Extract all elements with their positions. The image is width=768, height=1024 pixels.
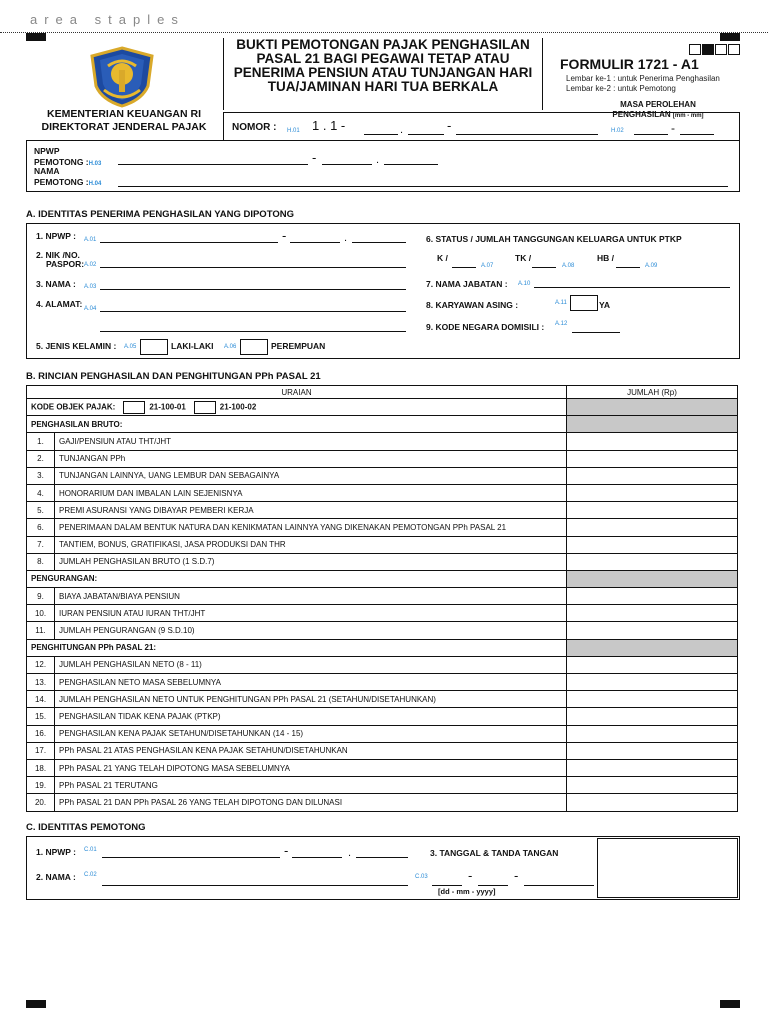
amount-input[interactable] — [567, 588, 738, 605]
tk-label: TK / — [515, 253, 532, 263]
table-row — [27, 519, 738, 536]
table-row — [27, 656, 738, 673]
row-description: PPh PASAL 21 DAN PPh PASAL 26 YANG TELAH DIPOTONG DAN DILUNASI — [55, 794, 567, 811]
row-description: PPh PASAL 21 YANG TELAH DIPOTONG MASA SEBELUMNYA — [55, 759, 567, 776]
bruto-heading-row-label: PENGHASILAN BRUTO: — [27, 416, 567, 433]
area-staples-label: area staples — [30, 12, 185, 27]
amount-input[interactable] — [567, 777, 738, 794]
karyawan-asing-checkbox[interactable] — [570, 295, 598, 311]
table-row — [27, 777, 738, 794]
perempuan-label: PEREMPUAN — [271, 341, 326, 351]
ministry-name: KEMENTERIAN KEUANGAN RI DIREKTORAT JENDERAL PAJAK — [41, 108, 207, 133]
tanggal-mm-field[interactable] — [478, 885, 508, 886]
nik-label: 2. NIK /NO. PASPOR: — [36, 250, 85, 269]
row-number: 8. — [27, 553, 55, 570]
corner-mark — [720, 1000, 740, 1008]
nama-pemotong-label: NAMA PEMOTONG :H.04 — [34, 166, 102, 187]
col-jumlah-header: JUMLAH (Rp) — [567, 386, 738, 399]
amount-cell-disabled — [567, 570, 738, 587]
row-number: 20. — [27, 794, 55, 811]
row-description: TANTIEM, BONUS, GRATIFIKASI, JASA PRODUKSI DAN THR — [55, 536, 567, 553]
amount-input[interactable] — [567, 433, 738, 450]
jabatan-label: 7. NAMA JABATAN : — [426, 279, 508, 289]
code-a05: A.05 — [124, 344, 137, 350]
pemotong-npwp-field-1[interactable] — [102, 857, 280, 858]
ministry-logo — [86, 46, 158, 108]
npwp-field-2[interactable] — [290, 242, 340, 243]
nomor-prefix: 1 . 1 - — [312, 118, 346, 133]
code-a04: A.04 — [84, 306, 97, 312]
nama-pemotong-field[interactable] — [118, 186, 728, 187]
nomor-field-2[interactable] — [408, 134, 444, 135]
signature-box[interactable] — [597, 838, 738, 898]
row-number: 1. — [27, 433, 55, 450]
npwp-pemotong-field-2[interactable] — [322, 164, 372, 165]
table-row — [27, 484, 738, 501]
row-description: IURAN PENSIUN ATAU IURAN THT/JHT — [55, 605, 567, 622]
table-row — [27, 691, 738, 708]
row-description: TUNJANGAN PPh — [55, 450, 567, 467]
tanggal-yyyy-field[interactable] — [524, 885, 594, 886]
dot: . — [400, 124, 404, 136]
dash: - — [282, 228, 287, 243]
amount-cell-disabled — [567, 399, 738, 416]
k-label: K / — [437, 253, 448, 263]
kode-negara-label: 9. KODE NEGARA DOMISILI : — [426, 322, 545, 332]
table-row — [27, 450, 738, 467]
amount-input[interactable] — [567, 605, 738, 622]
npwp-pemotong-field-1[interactable] — [118, 164, 308, 165]
section-b-title: B. RINCIAN PENGHASILAN DAN PENGHITUNGAN PPh PASAL 21 — [26, 371, 321, 382]
corner-mark — [720, 33, 740, 41]
karyawan-asing-label: 8. KARYAWAN ASING : — [426, 300, 519, 310]
kode-objek-cell — [27, 399, 567, 416]
col-uraian-header: URAIAN — [27, 386, 567, 399]
row-number: 2. — [27, 450, 55, 467]
masa-from-field[interactable] — [634, 134, 668, 135]
amount-input[interactable] — [567, 502, 738, 519]
code-a10: A.10 — [518, 281, 531, 287]
amount-input[interactable] — [567, 536, 738, 553]
form-number: FORMULIR 1721 - A1 — [560, 56, 699, 72]
amount-input[interactable] — [567, 467, 738, 484]
pemotong-npwp-field-2[interactable] — [292, 857, 342, 858]
row-number: 15. — [27, 708, 55, 725]
table-row — [27, 605, 738, 622]
status-ptkp-label: 6. STATUS / JUMLAH TANGGUNGAN KELUARGA UNTUK PTKP — [426, 234, 682, 244]
row-number: 3. — [27, 467, 55, 484]
row-description: PENGHASILAN KENA PAJAK SETAHUN/DISETAHUNKAN (14 - 15) — [55, 725, 567, 742]
section-c-title: C. IDENTITAS PEMOTONG — [26, 822, 146, 833]
pemotong-npwp-field-3[interactable] — [356, 857, 408, 858]
penghitungan-heading-row — [27, 639, 738, 656]
dash: - — [284, 843, 289, 858]
nomor-row — [223, 112, 740, 140]
form-title: BUKTI PEMOTONGAN PAJAK PENGHASILAN PASAL 21 BAGI PEGAWAI TETAP ATAU PENERIMA PENSIUN ATAU TUNJANGAN HARI TUA/JAMINAN HARI TUA BERKALA — [223, 38, 543, 110]
row-description: PREMI ASURANSI YANG DIBAYAR PEMBERI KERJA — [55, 502, 567, 519]
row-number: 11. — [27, 622, 55, 639]
row-number: 18. — [27, 759, 55, 776]
ya-label: YA — [599, 300, 611, 310]
amount-cell-disabled — [567, 416, 738, 433]
code-h02: H.02 — [611, 128, 624, 134]
code-a09: A.09 — [645, 263, 658, 269]
jabatan-field[interactable] — [534, 287, 730, 288]
row-number: 12. — [27, 656, 55, 673]
amount-input[interactable] — [567, 674, 738, 691]
pengurangan-heading-row-label: PENGURANGAN: — [27, 570, 567, 587]
penghitungan-heading-row-label: PENGHITUNGAN PPh PASAL 21: — [27, 639, 567, 656]
corner-mark — [26, 33, 46, 41]
row-description: PENGHASILAN TIDAK KENA PAJAK (PTKP) — [55, 708, 567, 725]
pemotong-header-box — [26, 140, 740, 192]
pemotong-npwp-label: 1. NPWP : — [36, 847, 76, 857]
date-format-hint: [dd - mm - yyyy] — [438, 887, 496, 896]
table-header-row — [27, 386, 738, 399]
dot: . — [376, 154, 380, 166]
table-row — [27, 536, 738, 553]
amount-cell-disabled — [567, 639, 738, 656]
code-h01: H.01 — [287, 128, 300, 134]
dash: - — [514, 868, 519, 883]
dot: . — [348, 847, 352, 859]
row-number: 19. — [27, 777, 55, 794]
laki-laki-label: LAKI-LAKI — [171, 341, 214, 351]
row-number: 9. — [27, 588, 55, 605]
kode-negara-field[interactable] — [572, 332, 620, 333]
code-a12: A.12 — [555, 321, 568, 327]
nik-field[interactable] — [100, 267, 406, 268]
dot: . — [344, 232, 348, 244]
table-row — [27, 502, 738, 519]
row-description: BIAYA JABATAN/BIAYA PENSIUN — [55, 588, 567, 605]
tanggal-label: 3. TANGGAL & TANDA TANGAN — [430, 848, 559, 858]
npwp-field-3[interactable] — [352, 242, 406, 243]
masa-perolehan-label: MASA PEROLEHAN PENGHASILAN [mm - mm] — [612, 100, 704, 119]
code-a02: A.02 — [84, 262, 97, 268]
row-number: 5. — [27, 502, 55, 519]
perempuan-checkbox[interactable] — [240, 339, 268, 355]
rincian-table — [26, 385, 738, 812]
row-description: PENERIMAAN DALAM BENTUK NATURA DAN KENIKMATAN LAINNYA YANG DIKENAKAN PEMOTONGAN PPh PASAL 21 — [55, 519, 567, 536]
kode-objek-label: KODE OBJEK PAJAK: — [31, 402, 116, 412]
code-a08: A.08 — [562, 263, 575, 269]
table-row — [27, 742, 738, 759]
row-description: JUMLAH PENGHASILAN BRUTO (1 S.D.7) — [55, 553, 567, 570]
pemotong-nama-label: 2. NAMA : — [36, 872, 76, 882]
code-c02: C.02 — [84, 872, 97, 878]
amount-input[interactable] — [567, 794, 738, 811]
amount-input[interactable] — [567, 519, 738, 536]
amount-input[interactable] — [567, 656, 738, 673]
dash: - — [468, 868, 473, 883]
kode-21-100-01-checkbox[interactable] — [123, 401, 145, 414]
amount-input[interactable] — [567, 708, 738, 725]
alamat-field-1[interactable] — [100, 311, 406, 312]
row-description: GAJI/PENSIUN ATAU THT/JHT — [55, 433, 567, 450]
table-row — [27, 794, 738, 811]
row-description: JUMLAH PENGHASILAN NETO (8 - 11) — [55, 656, 567, 673]
row-number: 7. — [27, 536, 55, 553]
alamat-field-2[interactable] — [100, 331, 406, 332]
code-c01: C.01 — [84, 847, 97, 853]
kode-21-100-01-label: 21-100-01 — [149, 402, 186, 412]
row-description: PPh PASAL 21 TERUTANG — [55, 777, 567, 794]
amount-input[interactable] — [567, 450, 738, 467]
amount-input[interactable] — [567, 484, 738, 501]
tanggal-dd-field[interactable] — [432, 885, 462, 886]
table-row — [27, 674, 738, 691]
table-row — [27, 622, 738, 639]
amount-input[interactable] — [567, 725, 738, 742]
row-description: PPh PASAL 21 ATAS PENGHASILAN KENA PAJAK SETAHUN/DISETAHUNKAN — [55, 742, 567, 759]
table-row — [27, 433, 738, 450]
kode-21-100-02-label: 21-100-02 — [219, 402, 257, 412]
row-number: 16. — [27, 725, 55, 742]
pemotong-nama-field[interactable] — [102, 885, 408, 886]
jenis-kelamin-label: 5. JENIS KELAMIN : — [36, 341, 117, 351]
npwp-pemotong-field-3[interactable] — [384, 164, 438, 165]
kode-21-100-02-checkbox[interactable] — [194, 401, 216, 414]
row-number: 4. — [27, 484, 55, 501]
amount-input[interactable] — [567, 622, 738, 639]
laki-laki-checkbox[interactable] — [140, 339, 168, 355]
npwp-label: 1. NPWP : — [36, 231, 76, 241]
row-description: TUNJANGAN LAINNYA, UANG LEMBUR DAN SEBAGAINYA — [55, 467, 567, 484]
table-row — [27, 553, 738, 570]
table-row — [27, 588, 738, 605]
code-a06: A.06 — [224, 344, 237, 350]
row-number: 14. — [27, 691, 55, 708]
amount-input[interactable] — [567, 553, 738, 570]
row-number: 6. — [27, 519, 55, 536]
k-field[interactable] — [452, 267, 476, 268]
code-a03: A.03 — [84, 284, 97, 290]
dash: - — [447, 118, 452, 133]
row-description: PENGHASILAN NETO MASA SEBELUMNYA — [55, 674, 567, 691]
bruto-heading-row — [27, 416, 738, 433]
row-description: JUMLAH PENGURANGAN (9 S.D.10) — [55, 622, 567, 639]
amount-input[interactable] — [567, 691, 738, 708]
amount-input[interactable] — [567, 742, 738, 759]
amount-input[interactable] — [567, 759, 738, 776]
nama-label: 3. NAMA : — [36, 279, 76, 289]
corner-mark — [26, 1000, 46, 1008]
nomor-field-3[interactable] — [456, 134, 598, 135]
staple-dotted-line — [0, 32, 768, 33]
row-number: 17. — [27, 742, 55, 759]
dash: - — [312, 150, 317, 165]
code-a01: A.01 — [84, 237, 97, 243]
table-row — [27, 467, 738, 484]
code-a07: A.07 — [481, 263, 494, 269]
section-a-title: A. IDENTITAS PENERIMA PENGHASILAN YANG DIPOTONG — [26, 209, 294, 220]
row-description: JUMLAH PENGHASILAN NETO UNTUK PENGHITUNGAN PPh PASAL 21 (SETAHUN/DISETAHUNKAN) — [55, 691, 567, 708]
copy-distribution: Lembar ke-1 : untuk Penerima Penghasilan Lembar ke-2 : untuk Pemotong — [566, 74, 720, 93]
nomor-field-1[interactable] — [364, 134, 398, 135]
table-row — [27, 708, 738, 725]
nama-field[interactable] — [100, 289, 406, 290]
pengurangan-heading-row — [27, 570, 738, 587]
npwp-pemotong-label: NPWP PEMOTONG :H.03 — [34, 146, 102, 167]
tk-field[interactable] — [532, 267, 556, 268]
row-number: 10. — [27, 605, 55, 622]
kode-objek-row — [27, 399, 738, 416]
alamat-label: 4. ALAMAT: — [36, 299, 83, 309]
row-description: HONORARIUM DAN IMBALAN LAIN SEJENISNYA — [55, 484, 567, 501]
masa-to-field[interactable] — [680, 134, 714, 135]
npwp-field-1[interactable] — [100, 242, 278, 243]
hb-label: HB / — [597, 253, 614, 263]
table-row — [27, 725, 738, 742]
dash: - — [671, 121, 675, 135]
code-a11: A.11 — [555, 300, 567, 306]
row-number: 13. — [27, 674, 55, 691]
nomor-label: NOMOR : — [232, 122, 277, 133]
code-c03: C.03 — [415, 874, 428, 880]
hb-field[interactable] — [616, 267, 640, 268]
table-row — [27, 759, 738, 776]
